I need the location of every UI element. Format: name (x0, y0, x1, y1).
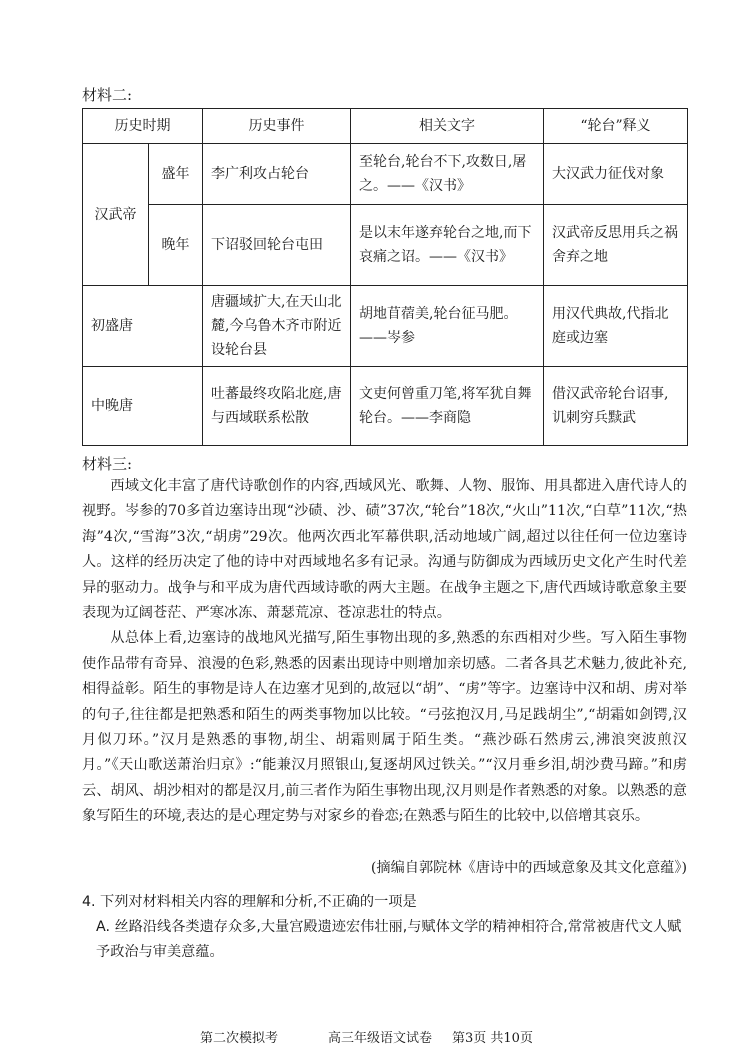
option-a: A. 丝路沿线各类遗存众多,大量宫殿遗迹宏伟壮丽,与赋体文学的精神相符合,常常被唐代文人赋予政治与审美意蕴。 (96, 919, 682, 960)
meaning-cell: 借汉武帝轮台诏事,讥刺穷兵黩武 (544, 367, 688, 446)
period-cell: 初盛唐 (83, 286, 203, 367)
header-meaning: “轮台”释义 (544, 109, 688, 144)
text-cell: 文吏何曾重刀笔,将军犹自舞轮台。——李商隐 (351, 367, 544, 446)
table-row (83, 286, 688, 367)
text-cell: 至轮台,轮台不下,攻数日,屠之。——《汉书》 (351, 144, 544, 205)
subperiod-cell: 盛年 (149, 144, 203, 205)
header-text: 相关文字 (351, 109, 544, 144)
material-two-heading: 材料二: (82, 86, 133, 104)
footer-page-number: 第3页 共10页 (452, 1031, 533, 1046)
material-two-table (82, 108, 688, 446)
article-paragraph: 西域文化丰富了唐代诗歌创作的内容,西域风光、歌舞、人物、服饰、用具都进入唐代诗人的视野。岑参的70多首边塞诗出现“沙碛、沙、碛”37次,“轮台”18次,“火山”11次,“白草”11次,“热海”4次,“雪海”3次,“胡虏”29次。他两次西北军幕供职,活动地域广阔,超过以往任何一位边塞诗人。这样的经历决定了他的诗中对西域地名多有记录。沟通与防御成为西域历史文化产生时代差异的驱动力。战争与和平成为唐代西域诗歌的两大主题。在战争主题之下,唐代西域诗歌意象主要表现为辽阔苍茫、严寒冰冻、萧瑟荒凉、苍凉悲壮的特点。 (82, 478, 687, 622)
event-cell: 李广利攻占轮台 (203, 144, 351, 205)
event-cell: 下诏驳回轮台屯田 (203, 205, 351, 286)
question-stem: 4. 下列对材料相关内容的理解和分析,不正确的一项是 (82, 894, 417, 910)
meaning-cell: 用汉代典故,代指北庭或边塞 (544, 286, 688, 367)
text-cell: 是以末年遂弃轮台之地,而下哀痛之诏。——《汉书》 (351, 205, 544, 286)
period-cell: 汉武帝 (83, 144, 149, 286)
table-row (83, 367, 688, 446)
footer-exam: 第二次模拟考 (200, 1031, 279, 1046)
article-paragraph: 从总体上看,边塞诗的战地风光描写,陌生事物出现的多,熟悉的东西相对少些。写入陌生事物使作品带有奇异、浪漫的色彩,熟悉的因素出现诗中则增加亲切感。二者各具艺术魅力,彼此补充,相得益彰。陌生的事物是诗人在边塞才见到的,故冠以“胡”、“虏”等字。边塞诗中汉和胡、虏对举的句子,往往都是把熟悉和陌生的两类事物加以比较。“弓弦抱汉月,马足践胡尘”,“胡霜如剑锷,汉月似刀环。”汉月是熟悉的事物,胡尘、胡霜则属于陌生类。“燕沙砾石然虏云,沸浪突波煎汉月。”《天山歌送萧治归京》:“能兼汉月照银山,复逐胡风过铁关。”“汉月垂乡泪,胡沙费马蹄。”和虏云、胡风、胡沙相对的都是汉月,前三者作为陌生事物出现,汉月则是作者熟悉的对象。以熟悉的意象写陌生的环境,表达的是心理定势与对家乡的眷恋;在熟悉与陌生的比较中,以倍增其哀乐。 (82, 630, 687, 825)
table-row (83, 144, 688, 205)
subperiod-cell: 晚年 (149, 205, 203, 286)
material-three-heading: 材料三: (82, 455, 133, 473)
text-cell: 胡地苜蓿美,轮台征马肥。——岑参 (351, 286, 544, 367)
header-event: 历史事件 (203, 109, 351, 144)
event-cell: 唐疆域扩大,在天山北麓,今乌鲁木齐市附近设轮台县 (203, 286, 351, 367)
period-cell: 中晚唐 (83, 367, 203, 446)
question-4 (82, 890, 687, 965)
footer-paper: 高三年级语文试卷 (328, 1031, 433, 1046)
header-period: 历史时期 (83, 109, 203, 144)
table-header-row (83, 109, 688, 144)
meaning-cell: 汉武帝反思用兵之祸舍弃之地 (544, 205, 688, 286)
material-three-article (82, 474, 687, 830)
meaning-cell: 大汉武力征伐对象 (544, 144, 688, 205)
table-row (83, 205, 688, 286)
source-citation: (摘编自郭院林《唐诗中的西域意象及其文化意蕴》) (370, 860, 687, 876)
event-cell: 吐蕃最终攻陷北庭,唐与西域联系松散 (203, 367, 351, 446)
